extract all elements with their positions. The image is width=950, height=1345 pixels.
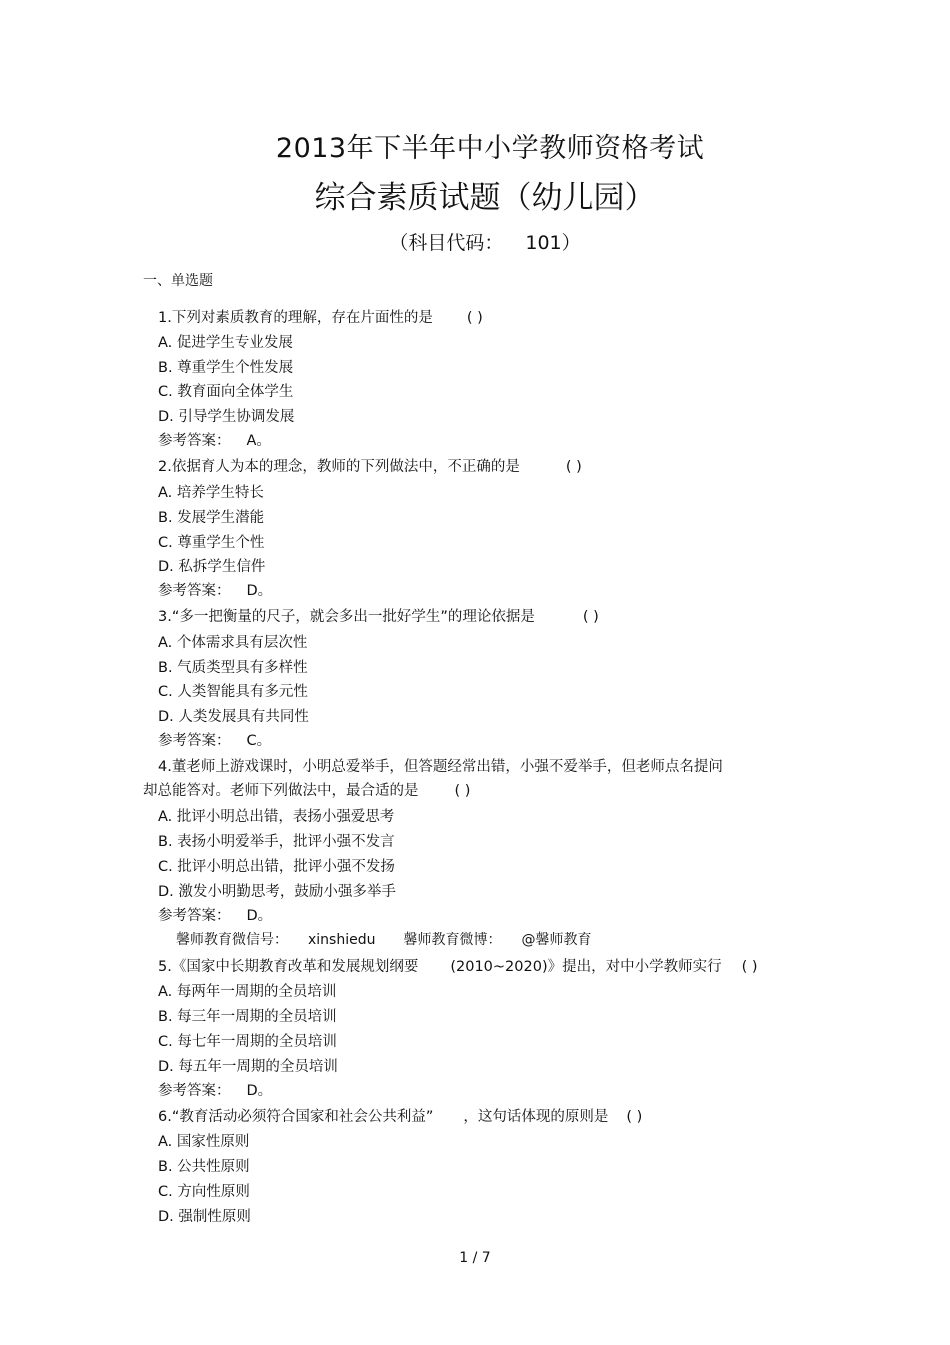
subject-code-label: （科目代码：	[389, 232, 504, 254]
question-5-stem: 5.《国家中长期教育改革和发展规划纲要 (2010~2020)》提出，对中小学教师实行 ( )	[158, 959, 758, 975]
question-3-stem: 3.“多一把衡量的尺子，就会多出一批好学生”的理论依据是 ( )	[158, 609, 599, 625]
promo-line	[176, 929, 591, 949]
wechat-label: 馨师教育微信号：	[176, 932, 288, 948]
question-4-stem-continued: 却总能答对。老师下列做法中，最合适的是 ( )	[143, 783, 471, 799]
question-3-option-a: A. 个体需求具有层次性	[158, 635, 308, 651]
question-1-option-d: D. 引导学生协调发展	[158, 409, 295, 425]
question-1-option-b: B. 尊重学生个性发展	[158, 360, 294, 376]
wechat-id: xinshiedu	[308, 932, 376, 948]
exam-title: 2013年下半年中小学教师资格考试	[275, 133, 705, 164]
question-6-option-b: B. 公共性原则	[158, 1159, 250, 1175]
subject-code	[0, 228, 950, 255]
question-5-option-a: A. 每两年一周期的全员培训	[158, 984, 337, 1000]
question-3-option-d: D. 人类发展具有共同性	[158, 709, 309, 725]
question-4-answer: 参考答案： D。	[158, 908, 273, 924]
question-1-stem: 1.下列对素质教育的理解，存在片面性的是 ( )	[158, 310, 483, 326]
page-number: 1 / 7	[459, 1250, 491, 1266]
question-5-option-b: B. 每三年一周期的全员培训	[158, 1009, 337, 1025]
question-4-option-a: A. 批评小明总出错，表扬小强爱思考	[158, 809, 395, 825]
question-2-option-b: B. 发展学生潜能	[158, 510, 265, 526]
question-2-stem: 2.依据育人为本的理念，教师的下列做法中，不正确的是 ( )	[158, 459, 582, 475]
question-5-answer: 参考答案： D。	[158, 1083, 273, 1099]
question-3-option-b: B. 气质类型具有多样性	[158, 660, 308, 676]
question-2-option-d: D. 私拆学生信件	[158, 559, 266, 575]
question-5-option-d: D. 每五年一周期的全员培训	[158, 1059, 338, 1075]
question-4-option-c: C. 批评小明总出错，批评小强不发扬	[158, 859, 395, 875]
question-2-option-a: A. 培养学生特长	[158, 485, 264, 501]
question-1-option-c: C. 教育面向全体学生	[158, 384, 294, 400]
question-4-option-b: B. 表扬小明爱举手，批评小强不发言	[158, 834, 395, 850]
question-3-answer: 参考答案： C。	[158, 733, 272, 749]
question-2-answer: 参考答案： D。	[158, 583, 273, 599]
question-5-option-c: C. 每七年一周期的全员培训	[158, 1034, 337, 1050]
question-3-option-c: C. 人类智能具有多元性	[158, 684, 308, 700]
question-6-option-d: D. 强制性原则	[158, 1209, 251, 1225]
weibo-id: @馨师教育	[521, 932, 592, 948]
question-6-option-c: C. 方向性原则	[158, 1184, 250, 1200]
question-6-option-a: A. 国家性原则	[158, 1134, 250, 1150]
question-1-option-a: A. 促进学生专业发展	[158, 335, 293, 351]
question-6-stem: 6.“教育活动必须符合国家和社会公共利益” ，这句话体现的原则是 ( )	[158, 1109, 643, 1125]
subject-code-value: 101）	[525, 232, 581, 254]
question-4-stem: 4.董老师上游戏课时，小明总爱举手，但答题经常出错，小强不爱举手，但老师点名提问	[158, 759, 723, 775]
question-2-option-c: C. 尊重学生个性	[158, 535, 265, 551]
weibo-label: 馨师教育微博：	[403, 932, 502, 948]
question-1-answer: 参考答案： A。	[158, 433, 271, 449]
section-title: 一、单选题	[143, 273, 213, 289]
question-4-option-d: D. 激发小明勤思考，鼓励小强多举手	[158, 884, 396, 900]
exam-subtitle: 综合素质试题（幼儿园）	[314, 180, 656, 216]
